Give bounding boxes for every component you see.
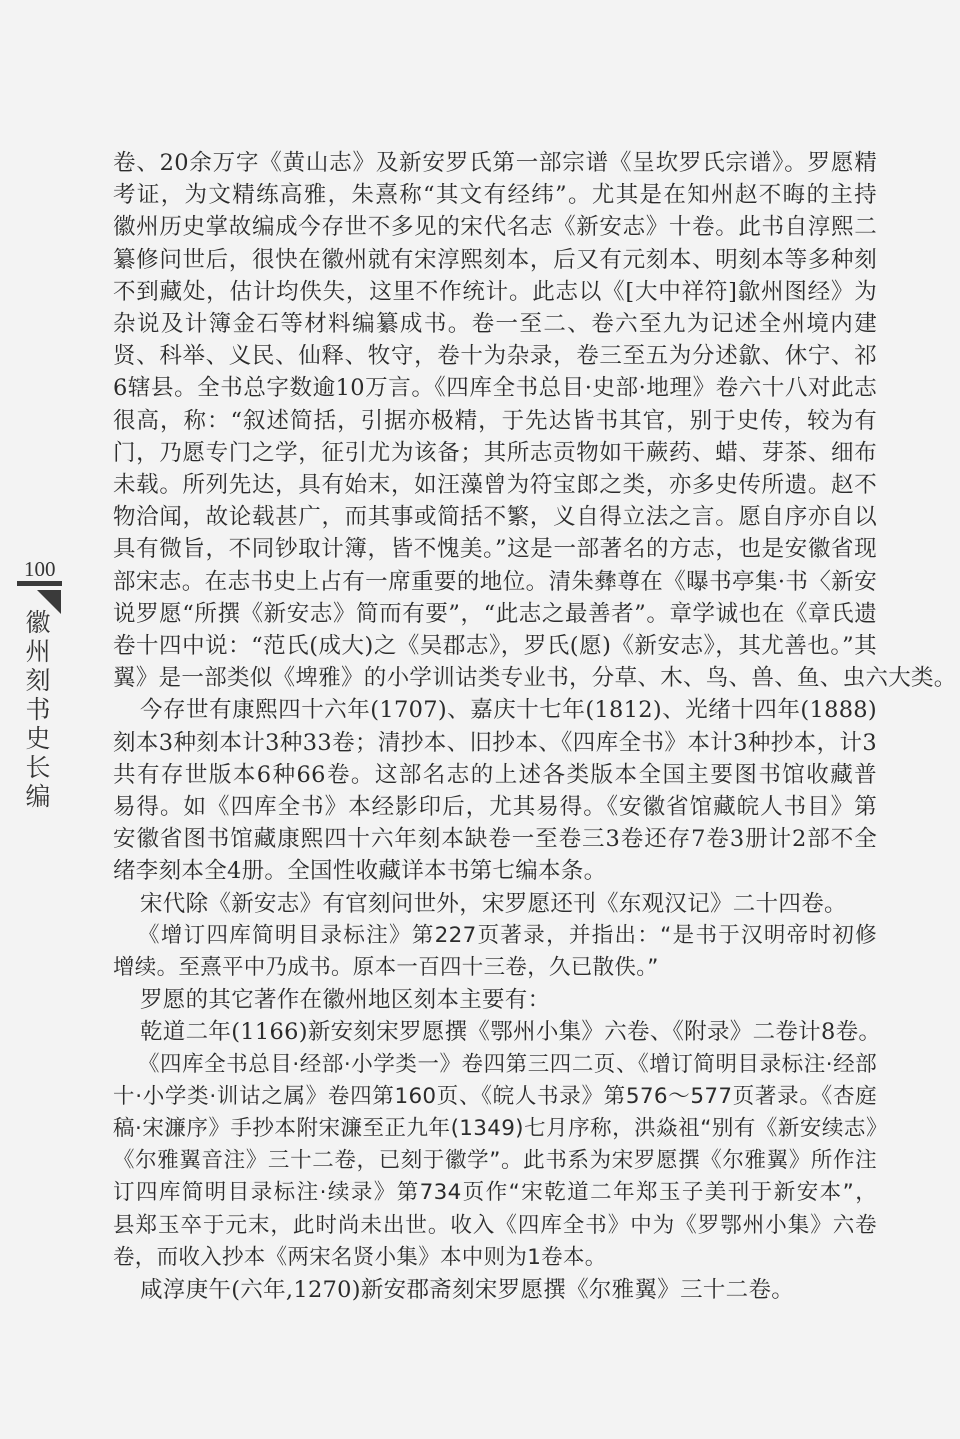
text-line: 物洽闻，故论载甚广，而其事或简括不繁，义自得立法之言。愿自序亦自以 [113,504,877,531]
note-line: 县郑玉卒于元末，此时尚未出世。收入《四库全书》中为《罗鄂州小集》六卷 [113,1212,877,1238]
text-line: 罗愿的其它著作在徽州地区刻本主要有： [140,987,551,1014]
page-number-rule [17,581,62,586]
text-line: 乾道二年(1166)新安刻宋罗愿撰《鄂州小集》六卷、《附录》二卷计8卷。 [140,1019,882,1046]
text-line: 刻本3种刻本计3种33卷；清抄本、旧抄本、《四库全书》本计3种抄本，计3 [113,729,877,756]
text-line: 具有微旨，不同钞取计簿，皆不愧美。”这是一部著名的方志，也是安徽省现 [113,536,877,563]
text-line: 贤、科举、义民、仙释、牧守，卷十为杂录，卷三至五为分述歙、休宁、祁 [113,343,877,370]
note-line: 卷，而收入抄本《两宋名贤小集》本中则为1卷本。 [113,1244,607,1270]
note-line: 稿·宋濂序》手抄本附宋濂至正九年(1349)七月序称，洪焱祖“别有《新安续志》 [113,1116,877,1141]
note-line: 订四库简明目录标注·续录》第734页作“宋乾道二年郑玉子美刊于新安本”， [113,1180,877,1206]
text-line: 易得。如《四库全书》本经影印后，尤其易得。《安徽省馆藏皖人书目》第 [113,794,877,820]
note-line: 十·小学类·训诂之属》卷四第160页、《皖人书录》第576～577页著录。《杏庭 [113,1083,877,1109]
text-line: 安徽省图书馆藏康熙四十六年刻本缺卷一至卷三3卷还存7卷3册计2部不全 [113,826,877,853]
text-line: 门，乃愿专门之学，征引尤为该备；其所志贡物如干蕨药、蜡、芽茶、细布 [113,439,877,466]
text-line: 不到藏处，估计均佚失，这里不作统计。此志以《[大中祥符]歙州图经》为 [113,278,877,305]
text-line: 绪李刻本全4册。全国性收藏详本书第七编本条。 [113,858,607,885]
text-line: 今存世有康熙四十六年(1707)、嘉庆十七年(1812)、光绪十四年(1888) [140,697,877,724]
text-line: 咸淳庚午(六年,1270)新安郡斋刻宋罗愿撰《尔雅翼》三十二卷。 [140,1277,795,1303]
text-line: 说罗愿“所撰《新安志》简而有要”，“此志之最善者”。章学诚也在《章氏遗 [113,600,877,627]
text-line: 共有存世版本6种66卷。这部名志的上述各类版本全国主要图书馆收藏普 [113,761,877,788]
page-number: 100 [24,557,56,581]
note-line: 《增订四库简明目录标注》第227页著录，并指出：“是书于汉明帝时初修 [138,922,877,948]
text-line: 未载。所列先达，具有始末，如汪藻曾为符宝郎之类，亦多史传所遗。赵不 [113,472,877,498]
note-line: 增续。至熹平中乃成书。原本一百四十三卷，久已散佚。” [113,955,659,980]
text-line: 考证，为文精练高雅，朱熹称“其文有经纬”。尤其是在知州赵不晦的主持 [113,182,877,209]
text-line: 宋代除《新安志》有官刻问世外，宋罗愿还刊《东观汉记》二十四卷。 [140,890,847,917]
text-line: 卷、20余万字《黄山志》及新安罗氏第一部宗谱《呈坎罗氏宗谱》。罗愿精 [113,150,877,176]
text-line: 纂修问世后，很快在徽州就有宋淳熙刻本，后又有元刻本、明刻本等多种刻 [113,246,877,273]
text-line: 部宋志。在志书史上占有一席重要的地位。清朱彝尊在《曝书亭集·书〈新安 [113,568,877,595]
note-line: 《尔雅翼音注》三十二卷，已刻于徽学”。此书系为宋罗愿撰《尔雅翼》所作注 [113,1148,877,1174]
text-line: 徽州历史掌故编成今存世不多见的宋代名志《新安志》十卷。此书自淳熙二 [113,214,877,241]
text-line: 卷十四中说：“范氏(成大)之《吴郡志》，罗氏(愿)《新安志》，其尤善也。”其 [113,633,877,659]
text-line: 杂说及计簿金石等材料编纂成书。卷一至二、卷六至九为记述全州境内建 [113,311,877,337]
text-line: 翼》是一部类似《埤雅》的小学训诂类专业书，分草、木、鸟、兽、鱼、虫六大类。 [113,665,957,692]
running-title: 徽州刻书史长编 [25,608,51,811]
note-line: 《四库全书总目·经部·小学类一》卷四第三四二页、《增订简明目录标注·经部 [138,1051,877,1077]
text-line: 很高，称：“叙述简括，引据亦极精，于先达皆书其官，别于史传，较为有 [113,407,877,434]
text-line: 6辖县。全书总字数逾10万言。《四库全书总目·史部·地理》卷六十八对此志 [113,375,877,402]
